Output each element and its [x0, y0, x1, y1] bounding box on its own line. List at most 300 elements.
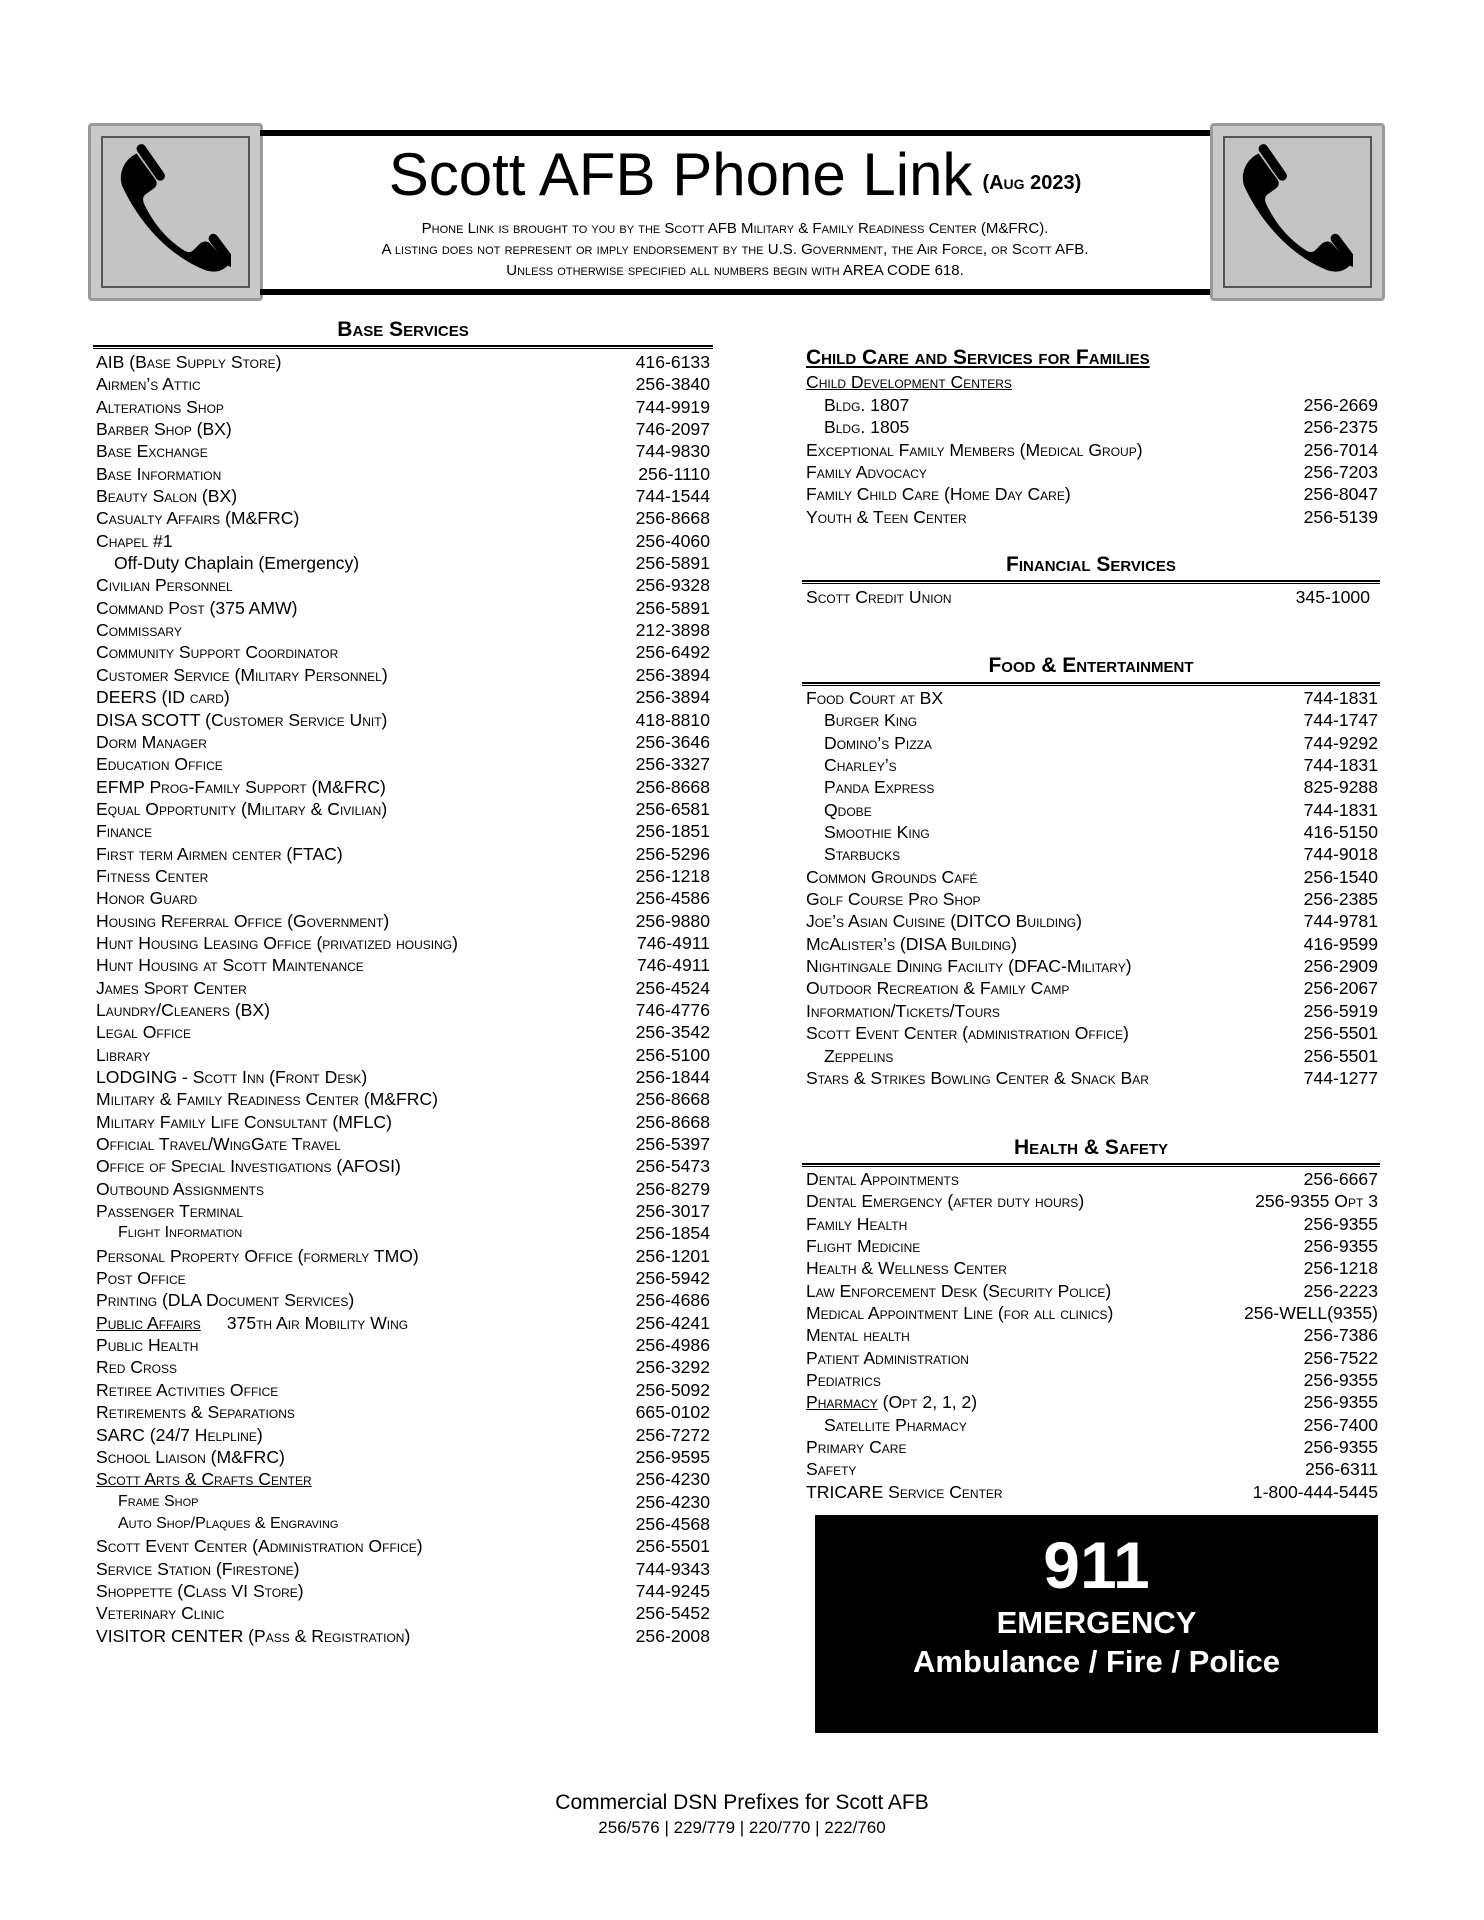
item-label: Service Station (Firestone) [96, 1558, 300, 1579]
base-service-row [96, 1155, 710, 1177]
item-label: Safety [806, 1459, 857, 1480]
item-number: 256-5092 [635, 1379, 710, 1400]
item-number: 256-8668 [635, 508, 710, 529]
item-label: Satellite Pharmacy [824, 1414, 967, 1435]
base-service-row [96, 552, 710, 574]
item-number: 744-9830 [635, 441, 710, 462]
item-number: 746-4911 [636, 955, 710, 976]
item-label: Casualty Affairs (M&FRC) [96, 508, 300, 529]
health-heading: Health & Safety [1013, 1136, 1169, 1159]
base-service-row [96, 753, 710, 775]
item-number: 256-4986 [635, 1335, 710, 1356]
item-number: 256-2909 [1303, 956, 1378, 977]
item-label: Housing Referral Office (Government) [96, 910, 390, 931]
item-label: Base Exchange [96, 441, 208, 462]
item-number: 746-4911 [636, 932, 710, 953]
item-number: 256-1110 [638, 463, 710, 484]
item-number: 256-8668 [635, 776, 710, 797]
item-number: 256-5501 [1303, 1045, 1378, 1066]
food-row [806, 754, 1378, 776]
item-number: 256-9880 [635, 910, 710, 931]
food-row [806, 955, 1378, 977]
food-row [806, 776, 1378, 798]
item-number: 744-9343 [635, 1558, 710, 1579]
base-service-row [96, 1356, 710, 1378]
item-label: Common Grounds Café [806, 866, 978, 887]
item-number: 256-9355 Opt 3 [1255, 1191, 1378, 1212]
item-label: Youth & Teen Center [806, 506, 967, 527]
item-label: SARC (24/7 Helpline) [96, 1424, 263, 1445]
base-service-row [96, 1513, 710, 1535]
item-label: DEERS (ID card) [96, 687, 230, 708]
item-label: James Sport Center [96, 977, 247, 998]
item-label: Retirements & Separations [96, 1402, 295, 1423]
item-label: Scott Event Center (administration Office) [806, 1023, 1129, 1044]
item-label: School Liaison (M&FRC) [96, 1446, 285, 1467]
item-number: 256-1854 [635, 1223, 710, 1244]
item-label: Panda Express [824, 777, 935, 798]
child-care-row [806, 506, 1378, 528]
item-number: 256-7400 [1303, 1414, 1378, 1435]
phone-handset-icon [113, 144, 231, 274]
financial-row [806, 586, 1370, 608]
item-number: 744-1747 [1303, 710, 1378, 731]
base-service-row [96, 463, 710, 485]
base-service-row [96, 1133, 710, 1155]
item-number: 256-5501 [635, 1536, 710, 1557]
phone-handset-icon [1235, 144, 1353, 274]
header-line-3: Unless otherwise specified all numbers begin with AREA CODE 618. [506, 262, 964, 279]
item-number: 256-9595 [635, 1446, 710, 1467]
child-care-row [806, 416, 1378, 438]
base-service-row [96, 887, 710, 909]
item-number: 744-1831 [1303, 799, 1378, 820]
item-number: 256-4524 [635, 977, 710, 998]
item-number: 825-9288 [1303, 777, 1378, 798]
item-number: 256-WELL(9355) [1244, 1303, 1378, 1324]
item-label: Law Enforcement Desk (Security Police) [806, 1280, 1112, 1301]
item-number: 256-5891 [635, 553, 710, 574]
base-service-row [96, 1245, 710, 1267]
base-service-row [96, 709, 710, 731]
health-rule [802, 1163, 1380, 1167]
item-label: Primary Care [806, 1437, 907, 1458]
item-label: Commissary [96, 620, 182, 641]
base-service-row [96, 1334, 710, 1356]
item-label: Nightingale Dining Facility (DFAC-Military) [806, 956, 1132, 977]
base-service-row [96, 485, 710, 507]
item-label: Fitness Center [96, 865, 209, 886]
item-number: 256-2375 [1303, 417, 1378, 438]
child-care-row [806, 483, 1378, 505]
base-service-row [96, 1424, 710, 1446]
item-number: 256-3017 [635, 1201, 710, 1222]
item-number: 256-1201 [635, 1245, 710, 1266]
item-label: Passenger Terminal [96, 1201, 244, 1222]
base-service-row [96, 418, 710, 440]
base-service-row [96, 1446, 710, 1468]
item-label: Health & Wellness Center [806, 1258, 1007, 1279]
item-number: 256-5397 [635, 1134, 710, 1155]
base-service-row [96, 1602, 710, 1624]
item-number: 256-4686 [635, 1290, 710, 1311]
base-service-row [96, 1379, 710, 1401]
base-service-row [96, 1111, 710, 1133]
item-number: 256-5139 [1303, 506, 1378, 527]
item-number: 256-4230 [635, 1491, 710, 1512]
item-label: Golf Course Pro Shop [806, 889, 981, 910]
food-rule [802, 682, 1380, 686]
item-label: Customer Service (Military Personnel) [96, 664, 388, 685]
page-title: Scott AFB Phone Link (Aug 2023) [388, 141, 1082, 208]
item-label: Community Support Coordinator [96, 642, 339, 663]
item-number: 256-2669 [1303, 395, 1378, 415]
item-number: 256-8668 [635, 1111, 710, 1132]
item-label: Family Advocacy [806, 462, 927, 483]
base-service-row [96, 820, 710, 842]
food-row [806, 687, 1378, 709]
item-label: Base Information [96, 463, 222, 484]
item-label: LODGING - Scott Inn (Front Desk) [96, 1067, 368, 1087]
item-number: 256-9355 [1303, 1392, 1378, 1413]
item-number: 212-3898 [635, 620, 710, 641]
item-label: McAlister’s (DISA Building) [806, 933, 1017, 954]
base-service-row [96, 1044, 710, 1066]
item-label: Veterinary Clinic [96, 1603, 225, 1624]
item-number: 256-6667 [1303, 1169, 1378, 1189]
financial-rule [802, 580, 1380, 584]
item-label: VISITOR CENTER (Pass & Registration) [96, 1625, 411, 1646]
item-label: Pharmacy (Opt 2, 1, 2) [806, 1392, 978, 1413]
base-service-row [96, 1468, 710, 1490]
food-row [806, 1067, 1378, 1089]
item-label: Charley’s [824, 755, 897, 776]
base-service-row [96, 396, 710, 418]
item-label: Chapel #1 [96, 530, 173, 551]
food-list [806, 687, 1378, 1089]
item-label: TRICARE Service Center [806, 1481, 1003, 1502]
item-number: 256-3327 [635, 754, 710, 775]
item-label: Burger King [824, 710, 918, 731]
item-number: 744-9245 [635, 1580, 710, 1601]
item-label: Bldg. 1805 [824, 417, 910, 438]
item-label: Library [96, 1044, 151, 1065]
item-number: 256-3894 [635, 664, 710, 685]
health-row [806, 1458, 1378, 1480]
item-number: 416-5150 [1303, 822, 1378, 843]
base-service-row [96, 351, 710, 373]
item-number: 256-4241 [635, 1312, 710, 1333]
item-number: 256-5452 [635, 1603, 710, 1624]
item-label: First term Airmen center (FTAC) [96, 843, 343, 864]
item-label: Beauty Salon (BX) [96, 486, 238, 507]
base-service-row [96, 999, 710, 1021]
item-label: Alterations Shop [96, 396, 224, 417]
item-label: Pediatrics [806, 1370, 881, 1391]
child-care-row [806, 394, 1378, 416]
emergency-number: 911 [1043, 1528, 1150, 1602]
footer-prefixes: 256/576 | 229/779 | 220/770 | 222/760 [598, 1818, 886, 1837]
item-number: 744-9781 [1303, 911, 1378, 932]
item-number: 744-9292 [1303, 732, 1378, 753]
health-list [806, 1168, 1378, 1503]
item-label: Frame Shop [118, 1492, 199, 1510]
item-number: 744-1831 [1303, 755, 1378, 776]
item-number: 256-5501 [1303, 1023, 1378, 1044]
item-number: 1-800-444-5445 [1252, 1481, 1378, 1502]
health-row [806, 1391, 1378, 1413]
child-care-heading: Child Care and Services for Families [806, 346, 1150, 369]
base-service-row [96, 1625, 710, 1647]
base-service-row [96, 865, 710, 887]
item-label: Red Cross [96, 1357, 177, 1378]
item-number: 746-4776 [635, 999, 710, 1020]
item-label: Dental Emergency (after duty hours) [806, 1191, 1085, 1212]
item-label: Flight Medicine [806, 1236, 921, 1257]
item-label: Honor Guard [96, 888, 198, 909]
health-row [806, 1436, 1378, 1458]
item-number: 256-5473 [635, 1156, 710, 1177]
food-row [806, 843, 1378, 865]
base-service-row [96, 373, 710, 395]
item-number: 416-9599 [1303, 933, 1378, 954]
base-service-row [96, 977, 710, 999]
item-number: 256-4586 [635, 888, 710, 909]
base-service-row [96, 776, 710, 798]
title-date: (Aug 2023) [982, 172, 1082, 194]
item-number: 256-2385 [1303, 889, 1378, 910]
food-row [806, 1045, 1378, 1067]
item-number: 744-1277 [1303, 1067, 1378, 1088]
item-label: Domino’s Pizza [824, 732, 932, 753]
base-service-row [96, 1491, 710, 1513]
phone-icon-box-left [88, 123, 263, 301]
financial-list [806, 586, 1370, 608]
base-service-row [96, 597, 710, 619]
emergency-box [815, 1515, 1378, 1733]
item-label: Barber Shop (BX) [96, 419, 232, 440]
food-row [806, 732, 1378, 754]
health-row [806, 1168, 1378, 1190]
emergency-label: EMERGENCY [996, 1605, 1197, 1640]
item-number: 744-9919 [635, 396, 710, 417]
food-row [806, 888, 1378, 910]
health-row [806, 1414, 1378, 1436]
header-line-1: Phone Link is brought to you by the Scott AFB Military & Family Readiness Center (M&FRC). [421, 220, 1049, 237]
food-row [806, 977, 1378, 999]
item-label: Joe’s Asian Cuisine (DITCO Building) [806, 911, 1082, 932]
item-number: 744-1831 [1303, 688, 1378, 708]
item-number: 256-7386 [1303, 1325, 1378, 1346]
item-label: Military & Family Readiness Center (M&FRC) [96, 1089, 438, 1110]
item-label: Legal Office [96, 1022, 192, 1043]
base-service-row [96, 1312, 710, 1334]
base-service-row [96, 932, 710, 954]
item-label: EFMP Prog-Family Support (M&FRC) [96, 776, 386, 797]
item-number: 256-6492 [635, 642, 710, 663]
item-number: 256-4568 [635, 1513, 710, 1534]
item-number: 256-6311 [1304, 1459, 1378, 1480]
base-service-row [96, 954, 710, 976]
item-label: Official Travel/WingGate Travel [96, 1134, 341, 1155]
item-label: Scott Credit Union [806, 587, 952, 607]
health-row [806, 1280, 1378, 1302]
food-row [806, 910, 1378, 932]
item-label: Off-Duty Chaplain (Emergency) [114, 553, 360, 574]
item-label: Office of Special Investigations (AFOSI) [96, 1156, 401, 1177]
base-service-row [96, 1066, 710, 1088]
item-number: 256-6581 [635, 798, 710, 819]
emergency-services: Ambulance / Fire / Police [913, 1644, 1280, 1679]
health-row [806, 1481, 1378, 1503]
item-number: 256-9355 [1303, 1236, 1378, 1257]
item-number: 256-1851 [635, 821, 710, 842]
base-service-row [96, 1021, 710, 1043]
base-service-row [96, 1178, 710, 1200]
item-number: 256-3840 [635, 374, 710, 395]
base-service-row [96, 1401, 710, 1423]
item-label: Personal Property Office (formerly TMO) [96, 1245, 419, 1266]
base-service-row [96, 507, 710, 529]
item-label: AIB (Base Supply Store) [96, 352, 282, 372]
item-number: 256-3542 [635, 1022, 710, 1043]
item-number: 744-9018 [1303, 844, 1378, 865]
item-label: Equal Opportunity (Military & Civilian) [96, 798, 388, 819]
item-number: 256-8279 [635, 1178, 710, 1199]
item-number: 256-3894 [635, 687, 710, 708]
food-row [806, 1000, 1378, 1022]
item-number: 418-8810 [635, 709, 710, 730]
food-heading: Food & Entertainment [988, 654, 1194, 677]
item-number: 256-7203 [1303, 462, 1378, 483]
health-row [806, 1213, 1378, 1235]
base-service-row [96, 530, 710, 552]
health-row [806, 1347, 1378, 1369]
item-number: 256-2223 [1303, 1280, 1378, 1301]
item-label: Bldg. 1807 [824, 395, 910, 415]
item-label: Family Health [806, 1213, 908, 1234]
item-label: Hunt Housing at Scott Maintenance [96, 955, 364, 976]
child-care-list [806, 394, 1378, 528]
item-label: Stars & Strikes Bowling Center & Snack Bar [806, 1067, 1149, 1088]
item-label: Shoppette (Class VI Store) [96, 1580, 304, 1601]
item-number: 345-1000 [1295, 587, 1370, 607]
item-label: Qdobe [824, 799, 872, 820]
item-label: Starbucks [824, 844, 901, 865]
child-care-row [806, 439, 1378, 461]
item-number: 256-1218 [1303, 1258, 1378, 1279]
item-number: 256-9355 [1303, 1437, 1378, 1458]
header-line-2: A listing does not represent or imply endorsement by the U.S. Government, the Air Force, or Scott AFB. [381, 241, 1089, 258]
item-number: 256-9355 [1303, 1213, 1378, 1234]
item-number: 256-5919 [1303, 1000, 1378, 1021]
child-care-row [806, 461, 1378, 483]
item-number: 256-7014 [1303, 439, 1378, 460]
base-service-row [96, 641, 710, 663]
health-row [806, 1235, 1378, 1257]
item-label: Outbound Assignments [96, 1178, 265, 1199]
base-service-row [96, 619, 710, 641]
item-number: 256-4060 [635, 530, 710, 551]
item-label: Laundry/Cleaners (BX) [96, 999, 270, 1020]
item-label: Retiree Activities Office [96, 1379, 279, 1400]
item-number: 256-1540 [1303, 866, 1378, 887]
item-label-suffix: 375th Air Mobility Wing [226, 1312, 409, 1333]
child-care-subheading-row [806, 371, 1378, 393]
item-label: Finance [96, 821, 153, 842]
item-label: Hunt Housing Leasing Office (privatized housing) [96, 932, 458, 953]
base-service-row [96, 1088, 710, 1110]
item-label: Information/Tickets/Tours [806, 1000, 1000, 1021]
item-number: 256-9328 [635, 575, 710, 596]
item-number: 256-8668 [635, 1089, 710, 1110]
base-service-row [96, 1535, 710, 1557]
item-number: 256-7272 [635, 1424, 710, 1445]
item-label: Post Office [96, 1268, 186, 1289]
item-number: 256-4230 [635, 1469, 710, 1490]
item-number: 256-7522 [1303, 1347, 1378, 1368]
item-number: 744-1544 [635, 486, 710, 507]
item-label: Food Court at BX [806, 688, 944, 708]
item-number: 256-2067 [1303, 978, 1378, 999]
item-number: 256-5100 [635, 1044, 710, 1065]
base-service-row [96, 1289, 710, 1311]
health-row [806, 1302, 1378, 1324]
item-label: Dental Appointments [806, 1169, 959, 1189]
base-services-rule [93, 345, 713, 349]
health-row [806, 1369, 1378, 1391]
item-label: Family Child Care (Home Day Care) [806, 484, 1071, 505]
base-service-row [96, 910, 710, 932]
item-label: Outdoor Recreation & Family Camp [806, 978, 1070, 999]
item-label: Printing (DLA Document Services) [96, 1290, 355, 1311]
footer-title: Commercial DSN Prefixes for Scott AFB [555, 1791, 929, 1814]
item-number: 256-5296 [635, 843, 710, 864]
item-number: 256-1218 [635, 865, 710, 886]
base-service-row [96, 1580, 710, 1602]
item-label: Civilian Personnel [96, 575, 233, 596]
item-number: 256-3292 [635, 1357, 710, 1378]
item-number: 256-5942 [635, 1268, 710, 1289]
item-label: Zeppelins [824, 1045, 894, 1066]
item-label: Scott Event Center (Administration Office) [96, 1536, 423, 1557]
phone-icon-box-right [1210, 123, 1385, 301]
item-label: Command Post (375 AMW) [96, 597, 298, 618]
item-number: 665-0102 [635, 1402, 710, 1423]
item-number: 256-9355 [1303, 1370, 1378, 1391]
base-service-row [96, 664, 710, 686]
item-label: Patient Administration [806, 1347, 969, 1368]
item-number: 256-3646 [635, 731, 710, 752]
food-row [806, 933, 1378, 955]
base-service-row [96, 1200, 710, 1222]
health-row [806, 1324, 1378, 1346]
item-label: Flight Information [118, 1224, 243, 1242]
item-label: Mental health [806, 1325, 910, 1346]
food-row [806, 821, 1378, 843]
item-label: Exceptional Family Members (Medical Group) [806, 439, 1143, 460]
food-row [806, 799, 1378, 821]
item-number: 416-6133 [635, 352, 710, 372]
base-service-row [96, 440, 710, 462]
item-label-suffix: (Opt 2, 1, 2) [877, 1392, 978, 1413]
food-row [806, 709, 1378, 731]
base-services-list [96, 351, 710, 1647]
base-service-row [96, 686, 710, 708]
item-label: Education Office [96, 754, 223, 775]
base-service-row [96, 574, 710, 596]
base-service-row [96, 1267, 710, 1289]
